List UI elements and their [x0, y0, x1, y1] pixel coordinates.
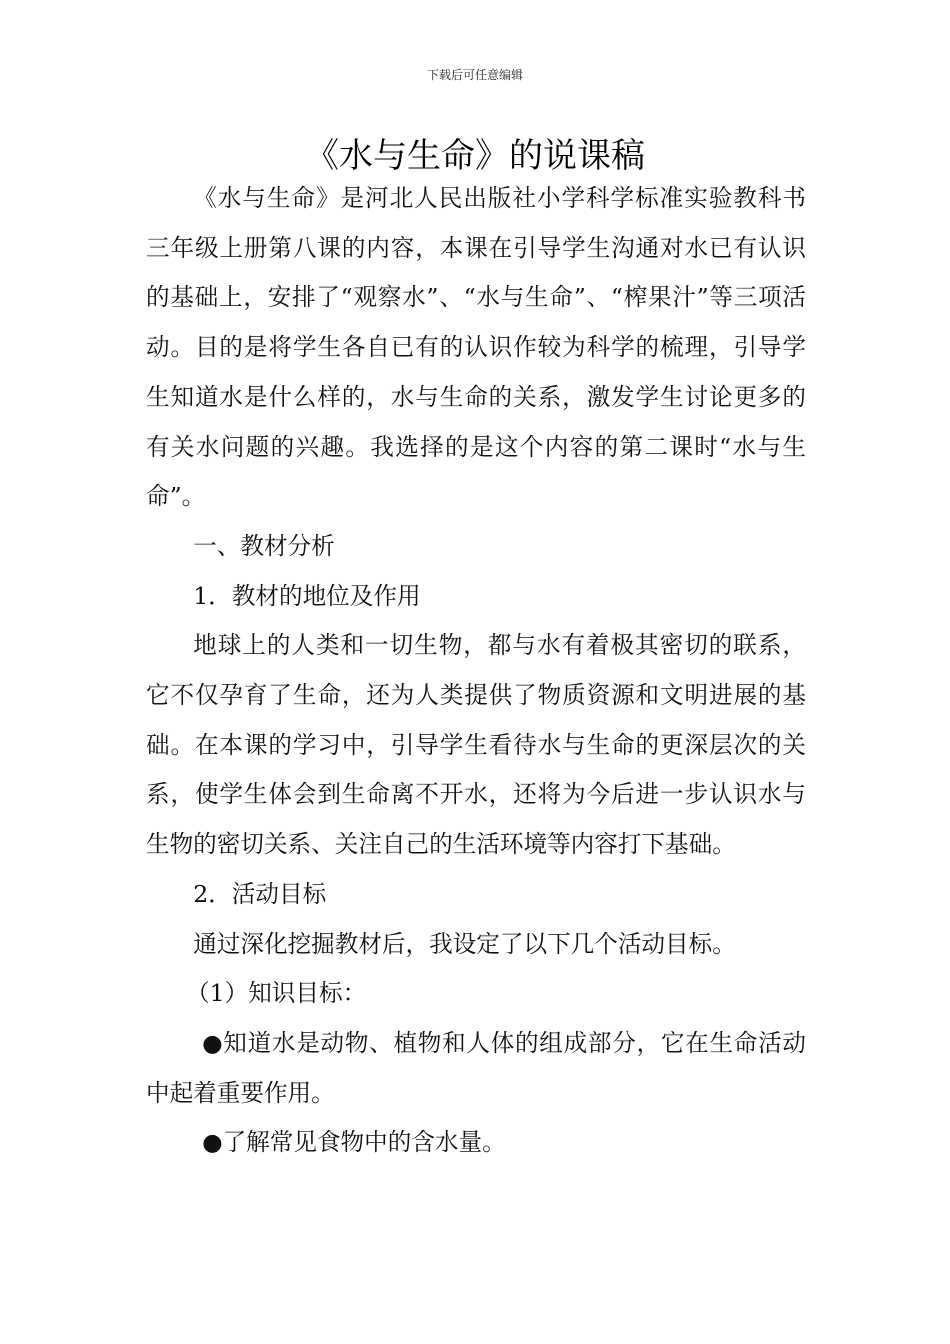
subsection-heading: 1．教材的地位及作用 [193, 581, 421, 610]
intro-paragraph: 《水与生命》是河北人民出版社小学科学标准实验教科书三年级上册第八课的内容，本课在引导学生沟通对水已有认识的基础上，安排了“观察水”、“水与生命”、“榨果汁”等三项活动。目的是将学生各自已有的认识作较为科学的梳理，引导学生知道水是什么样的，水与生命的关系，激发学生讨论更多的有关水问题的兴趣。我选择的是这个内容的第二课时“水与生命”。 [146, 184, 806, 511]
page-header: 下载后可任意编辑 [426, 68, 523, 82]
body-paragraph: 通过深化挖掘教材后，我设定了以下几个活动目标。 [193, 929, 736, 958]
document-title: 《水与生命》的说课稿 [305, 136, 645, 176]
body-paragraph: 地球上的人类和一切生物，都与水有着极其密切的联系，它不仅孕育了生命，还为人类提供了物质资源和文明进展的基础。在本课的学习中，引导学生看待水与生命的更深层次的关系，使学生体会到生命离不开水，还将为今后进一步认识水与生物的密切关系、关注自己的生活环境等内容打下基础。 [146, 631, 806, 859]
section-heading: 一、教材分析 [193, 531, 335, 560]
goal-heading: （1）知识目标： [186, 979, 367, 1008]
subsection-heading: 2．活动目标 [193, 879, 327, 908]
document-body [146, 174, 806, 1168]
bullet-item: ●知道水是动物、植物和人体的组成部分，它在生命活动中起着重要作用。 [146, 1028, 806, 1107]
bullet-item: ●了解常见食物中的含水量。 [202, 1128, 506, 1157]
